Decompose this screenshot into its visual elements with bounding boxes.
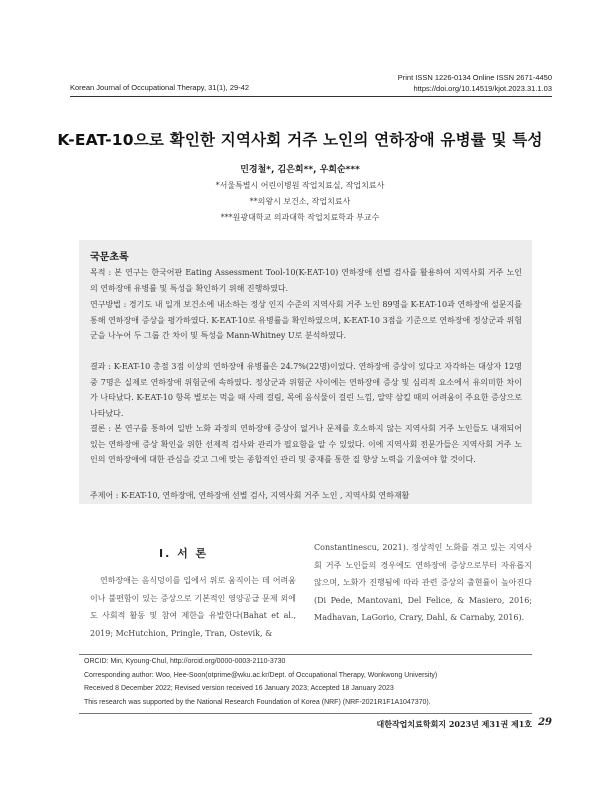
intro-right-column: Constantinescu, 2021). 정상적인 노화를 겪고 있는 지역사회 거주 노인들의 경우에도 연하장애 증상으로부터 자유롭지 않으며, 노화가 진행됨에 따라 관련 증상의 출현률이 높아진다(Di Pede, Mantovani, Del Felice, & Masiero, 2016; Madhavan, LaGorio, Crary, Dahl, & Carnaby, 2016). [314, 543, 532, 623]
paper-title: K-EAT-10으로 확인한 지역사회 거주 노인의 연하장애 유병률 및 특성 [57, 131, 543, 149]
affiliation-1: *서울특별시 어린이병원 작업치료실, 작업치료사 [215, 181, 385, 190]
journal-citation: Korean Journal of Occupational Therapy, 31(1), 29-42 [70, 83, 249, 92]
footer-journal-issue: 대한작업치료학회지 2023년 제31권 제1호 [376, 719, 532, 729]
abstract-heading: 국문초록 [90, 252, 129, 263]
footnote-corresponding-author: Corresponding author: Woo, Hee-Soon(otprime@wku.ac.kr/Dept. of Occupational Therapy, Wonkwong University) [84, 672, 438, 679]
section-heading-introduction: Ⅰ. 서 론 [159, 547, 209, 560]
doi-link[interactable]: https://doi.org/10.14519/kjot.2023.31.1.03 [413, 84, 552, 93]
footnote-received: Received 8 December 2022; Revised version received 16 January 2023; Accepted 18 January 2023 [84, 685, 394, 692]
footnote-funding: This research was supported by the National Research Foundation of Korea (NRF) (NRF-2021R1F1A1047370). [84, 699, 431, 706]
issn-block [398, 72, 552, 94]
abstract-results: 결과 : K-EAT-10 총점 3점 이상의 연하장애 유병률은 24.7%(22명)이었다. 연하장애 증상이 있다고 자각하는 대상자 12명 중 7명은 실제로 연하장애 위험군에 속하였다. 정상군과 위험군 사이에는 연하장애 증상 및 심리적 요소에서 유의미한 차이가 나타났다. K-EAT-10 항목 별로는 먹을 때 사레 걸림, 목에 음식물이 걸린 느낌, 알약 삼킬 때의 어려움이 주요한 증상으로 나타났다. [90, 362, 522, 419]
abstract-purpose: 목적 : 본 연구는 한국어판 Eating Assessment Tool-10(K-EAT-10) 연하장애 선별 검사를 활용하여 지역사회 거주 노인의 연하장애 유병률 및 특성을 확인하기 위해 진행하였다. [90, 268, 522, 293]
intro-left-column: 연하장애는 음식덩이를 입에서 위로 움직이는 데 어려움이나 불편함이 있는 증상으로 기본적인 영양공급 문제 외에도 사회적 활동 및 참여 제한을 유발한다(Bahat et al., 2019; McHutchion, Pringle, Tran, Ostevik, & [90, 576, 296, 638]
header-rule [70, 96, 552, 97]
affiliation-2: **의왕시 보건소, 작업치료사 [249, 197, 351, 206]
footer-rule [79, 713, 532, 714]
issn-line: Print ISSN 1226-0134 Online ISSN 2671-4450 [397, 73, 552, 82]
page-number: 29 [538, 717, 552, 728]
abstract-keywords: 주제어 : K-EAT-10, 연하장애, 연하장애 선별 검사, 지역사회 거주 노인 , 지역사회 연하재활 [90, 491, 410, 500]
abstract-methods: 연구방법 : 경기도 내 일개 보건소에 내소하는 정상 인지 수준의 지역사회 거주 노인 89명을 K-EAT-10과 연하장애 설문지를 통해 연하장애 증상을 평가하였다. K-EAT-10로 유병률을 확인하였으며, K-EAT-10 3점을 기준으로 연하장애 정상군과 위험군을 나누어 두 그룹 간 차이 및 특성을 Mann-Whitney U로 분석하였다. [90, 300, 522, 341]
footnote-orcid: ORCID: Min, Kyoung-Chul, http://orcid.org/0000-0003-2110-3730 [84, 658, 286, 665]
footnote-rule [79, 654, 532, 655]
abstract-conclusion: 결론 : 본 연구를 통하여 일반 노화 과정의 연하장애 증상이 없거나 문제를 호소하지 않는 지역사회 거주 노인들도 내재되어 있는 연하장애 증상 확인을 위한 선제적 검사와 관리가 필요함을 알 수 있었다. 이에 지역사회 전문가들은 지역사회 거주 노인의 연하장애에 대한 관심을 갖고 그에 맞는 종합적인 관리 및 중재를 통한 질 향상 노력을 기울여야 할 것이다. [90, 424, 522, 465]
affiliation-3: ***원광대학교 의과대학 작업치료학과 부교수 [220, 213, 380, 222]
author-list: 민경철*, 김은희**, 우희순*** [240, 165, 360, 175]
